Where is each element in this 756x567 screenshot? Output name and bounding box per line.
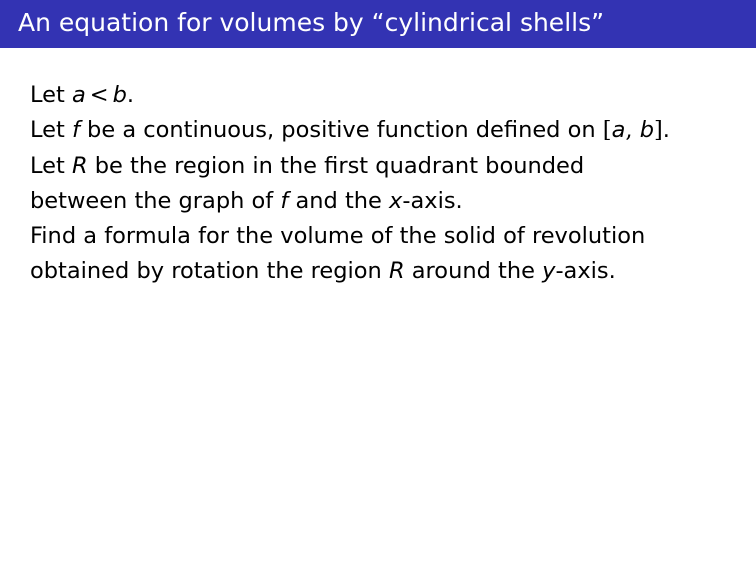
text-segment: -axis. — [402, 187, 463, 214]
text-segment: and the — [288, 187, 390, 214]
body-line-2 — [30, 113, 745, 148]
math-var-R: R — [388, 258, 405, 285]
body-line-3 — [30, 149, 745, 184]
body-line-4 — [30, 184, 745, 219]
math-var-f: f — [280, 187, 289, 214]
text-segment: . — [126, 82, 135, 108]
text-segment: around the — [404, 258, 543, 285]
math-var-a: a — [611, 117, 626, 144]
math-less-than: < — [89, 82, 109, 108]
slide-title-bar — [0, 0, 756, 48]
math-var-f: f — [71, 117, 80, 144]
body-line-6 — [30, 254, 745, 289]
body-line-5 — [30, 219, 745, 254]
body-line-1 — [30, 78, 745, 113]
text-segment: Let — [30, 82, 72, 108]
text-segment: between the graph of — [30, 187, 281, 214]
text-segment: be the region in the first quadrant bounded — [87, 152, 585, 179]
math-bracket-open: [ — [602, 117, 612, 144]
slide-title: An equation for volumes by “cylindrical shells” — [18, 8, 605, 37]
text-segment: obtained by rotation the region — [30, 258, 389, 285]
math-var-b: b — [639, 117, 654, 144]
math-var-a: a — [71, 82, 86, 108]
math-comma: , — [625, 117, 640, 144]
math-var-x: x — [389, 187, 403, 214]
text-segment: Find a formula for the volume of the solid of revolution — [30, 223, 646, 250]
text-segment: be a continuous, positive function defined on — [79, 117, 603, 144]
text-segment: Let — [30, 117, 72, 144]
math-var-R: R — [71, 152, 88, 179]
text-segment: Let — [30, 152, 72, 179]
slide-body — [30, 78, 745, 290]
text-segment: -axis. — [555, 258, 616, 285]
math-var-y: y — [542, 258, 556, 285]
text-segment: . — [662, 117, 670, 144]
math-var-b: b — [112, 82, 127, 108]
math-bracket-close: ] — [653, 117, 663, 144]
